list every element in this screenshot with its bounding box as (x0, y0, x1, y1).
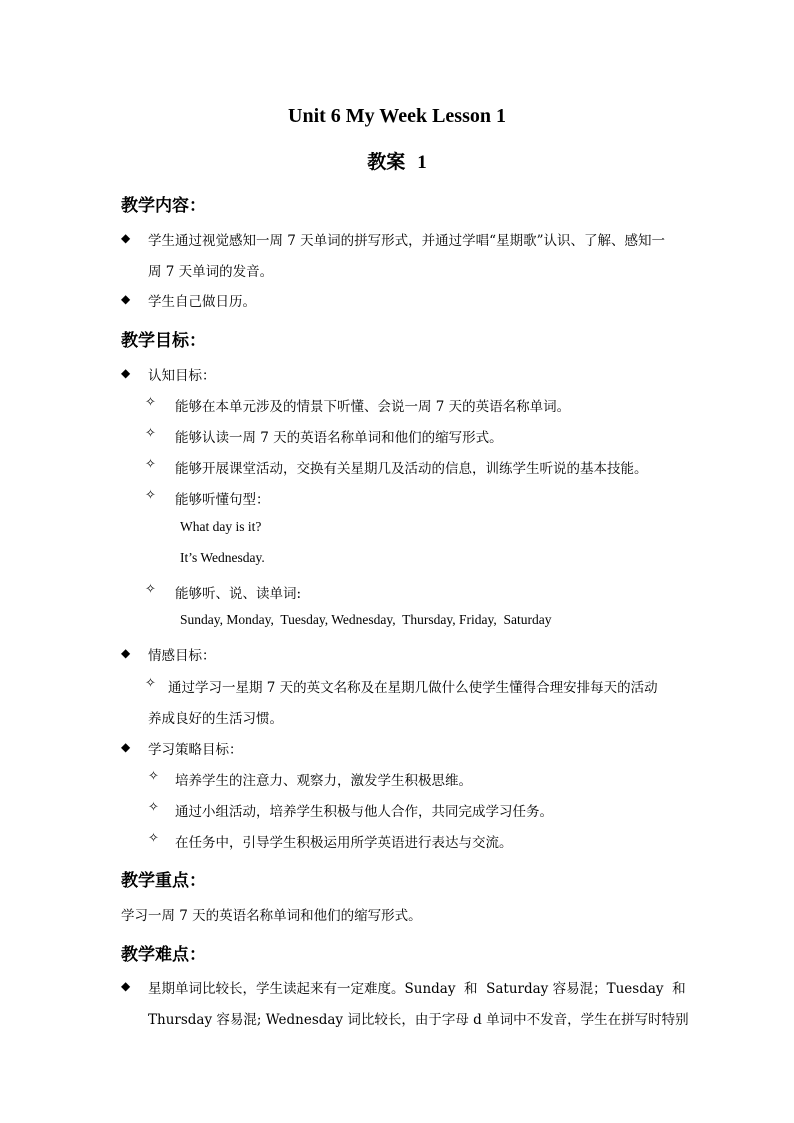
sub-bullet-icon: ✧ (145, 582, 156, 597)
sub-bullet-icon: ✧ (145, 395, 156, 410)
bullet-icon: ◆ (121, 366, 131, 380)
affective-line-1: 通过学习一星期 7 天的英文名称及在星期几做什么使学生懂得合理安排每天的活动 (168, 680, 658, 696)
cognitive-item-2: 能够认读一周 7 天的英语名称单词和他们的缩写形式。 (175, 430, 503, 446)
sub-bullet-icon: ✧ (145, 457, 156, 472)
sub-bullet-icon: ✧ (145, 676, 156, 691)
key-points-text: 学习一周 7 天的英语名称单词和他们的缩写形式。 (121, 908, 422, 924)
content-item-1-line-1: 学生通过视觉感知一周 7 天单词的拼写形式，并通过学唱“星期歌”认识、了解、感知一 (148, 233, 665, 249)
cognitive-item-5: 能够听、说、读单词: (175, 586, 302, 602)
document-title: Unit 6 My Week Lesson 1 (288, 105, 506, 127)
bullet-icon: ◆ (121, 646, 131, 660)
strategy-item-1: 培养学生的注意力、观察力，激发学生积极思维。 (175, 773, 472, 789)
content-item-2: 学生自己做日历。 (148, 294, 256, 310)
cognitive-item-3: 能够开展课堂活动，交换有关星期几及活动的信息，训练学生听说的基本技能。 (175, 461, 648, 477)
affective-line-2: 养成良好的生活习惯。 (148, 711, 283, 727)
difficulties-line-1: 星期单词比较长，学生读起来有一定难度。Sunday 和 Saturday 容易混；Tuesday 和 (148, 981, 686, 997)
bullet-icon: ◆ (121, 292, 131, 306)
subtitle-text: 教案 (367, 151, 406, 173)
vocabulary-words: Sunday, Monday, Tuesday, Wednesday, Thursday, Friday, Saturday (180, 612, 552, 627)
subtitle-number: 1 (417, 152, 427, 173)
section-heading-key-points: 教学重点： (121, 871, 206, 891)
difficulties-line-2: Thursday 容易混; Wednesday 词比较长，由于字母 d 单词中不发音，学生在拼写时特别 (148, 1012, 689, 1028)
section-heading-difficulties: 教学难点： (121, 945, 206, 965)
strategy-label: 学习策略目标： (148, 742, 243, 758)
bullet-icon: ◆ (121, 740, 131, 754)
sub-bullet-icon: ✧ (148, 831, 159, 846)
affective-label: 情感目标： (148, 648, 216, 664)
bullet-icon: ◆ (121, 231, 131, 245)
strategy-item-3: 在任务中，引导学生积极运用所学英语进行表达与交流。 (175, 835, 513, 851)
sentence-pattern-1: What day is it? (180, 519, 262, 534)
cognitive-label: 认知目标： (148, 368, 216, 384)
cognitive-item-4: 能够听懂句型： (175, 492, 270, 508)
document-subtitle (0, 147, 794, 174)
content-item-1-line-2: 周 7 天单词的发音。 (148, 264, 274, 280)
sub-bullet-icon: ✧ (145, 488, 156, 503)
cognitive-item-1: 能够在本单元涉及的情景下听懂、会说一周 7 天的英语名称单词。 (175, 399, 571, 415)
section-heading-content: 教学内容： (121, 196, 206, 216)
strategy-item-2: 通过小组活动，培养学生积极与他人合作，共同完成学习任务。 (175, 804, 553, 820)
sub-bullet-icon: ✧ (148, 769, 159, 784)
sentence-pattern-2: It’s Wednesday. (180, 550, 265, 565)
section-heading-objectives: 教学目标： (121, 331, 206, 351)
sub-bullet-icon: ✧ (148, 800, 159, 815)
sub-bullet-icon: ✧ (145, 426, 156, 441)
bullet-icon: ◆ (121, 979, 131, 993)
